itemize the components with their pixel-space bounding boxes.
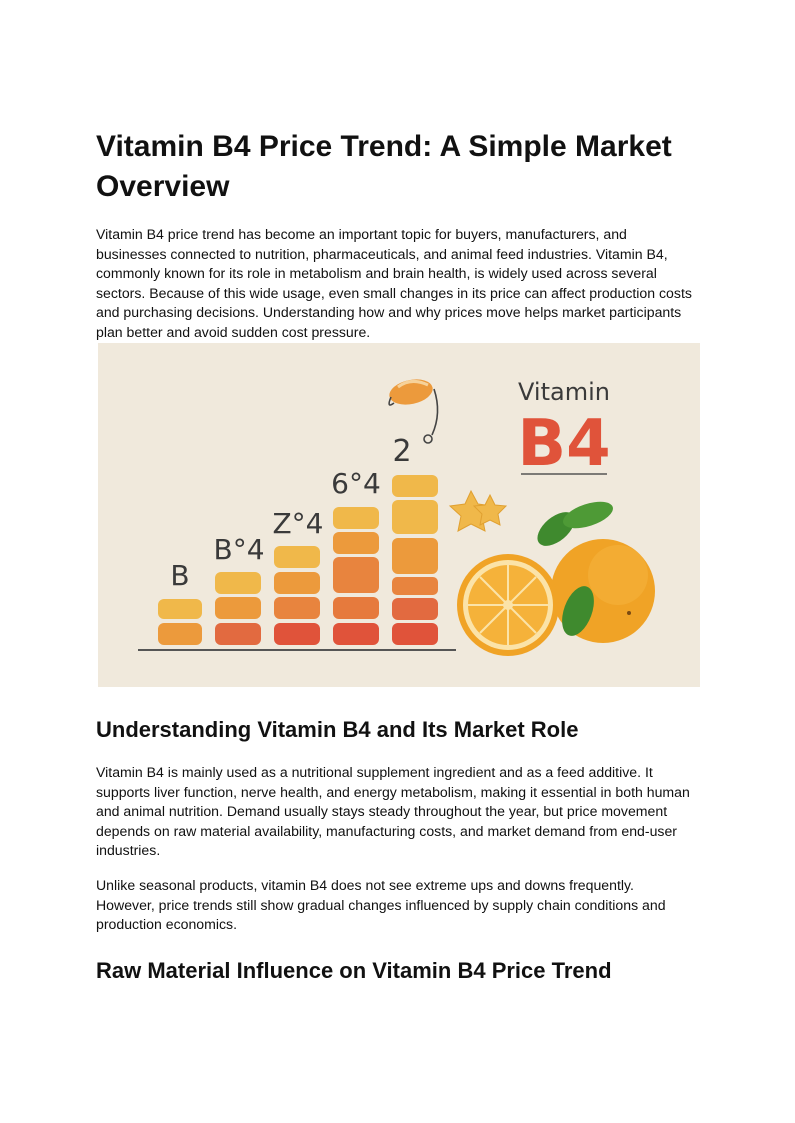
page-title: Vitamin B4 Price Trend: A Simple Market Overview	[96, 130, 672, 203]
bar-column-1	[158, 599, 202, 645]
bar-column-3	[274, 546, 320, 645]
brand-word: Vitamin	[518, 378, 610, 406]
bar-column-2	[215, 572, 261, 645]
brand-mark: B4	[517, 407, 611, 481]
section-heading-raw-material: Raw Material Influence on Vitamin B4 Price Trend	[96, 958, 612, 983]
column-label-2: B°4	[213, 533, 265, 566]
column-label-4: 6°4	[331, 467, 381, 500]
capsule-icon	[387, 376, 438, 443]
bar-column-5	[392, 475, 438, 645]
section-heading-market-role: Understanding Vitamin B4 and Its Market Role	[96, 717, 579, 742]
bar-column-4	[333, 507, 379, 645]
market-role-paragraph-2: Unlike seasonal products, vitamin B4 does not see extreme ups and downs frequently. However, price trends still show gradual changes influenced by supply chain conditions and production economics.	[96, 877, 666, 932]
column-label-3: Z°4	[272, 507, 324, 540]
column-label-5: 2	[392, 434, 412, 469]
vitamin-b4-illustration	[98, 343, 700, 687]
star-icon	[450, 491, 506, 531]
market-role-paragraph-1: Vitamin B4 is mainly used as a nutritional supplement ingredient and as a feed additive. It supports liver function, nerve health, and energy metabolism, making it essential in both human and animal nutrition. Demand usually stays steady throughout the year, but price movement depends on raw material availability, manufacturing costs, and market demand from end-user industries.	[96, 764, 690, 858]
intro-paragraph: Vitamin B4 price trend has become an important topic for buyers, manufacturers, and businesses connected to nutrition, pharmaceuticals, and animal feed industries. Vitamin B4, commonly known for its role in metabolism and brain health, is widely used across several sectors. Because of this wide usage, even small changes in its price can affect production costs and purchasing decisions. Understanding how and why prices move helps market participants plan better and avoid sudden cost pressure.	[96, 226, 692, 340]
column-label-1: B	[170, 559, 190, 592]
